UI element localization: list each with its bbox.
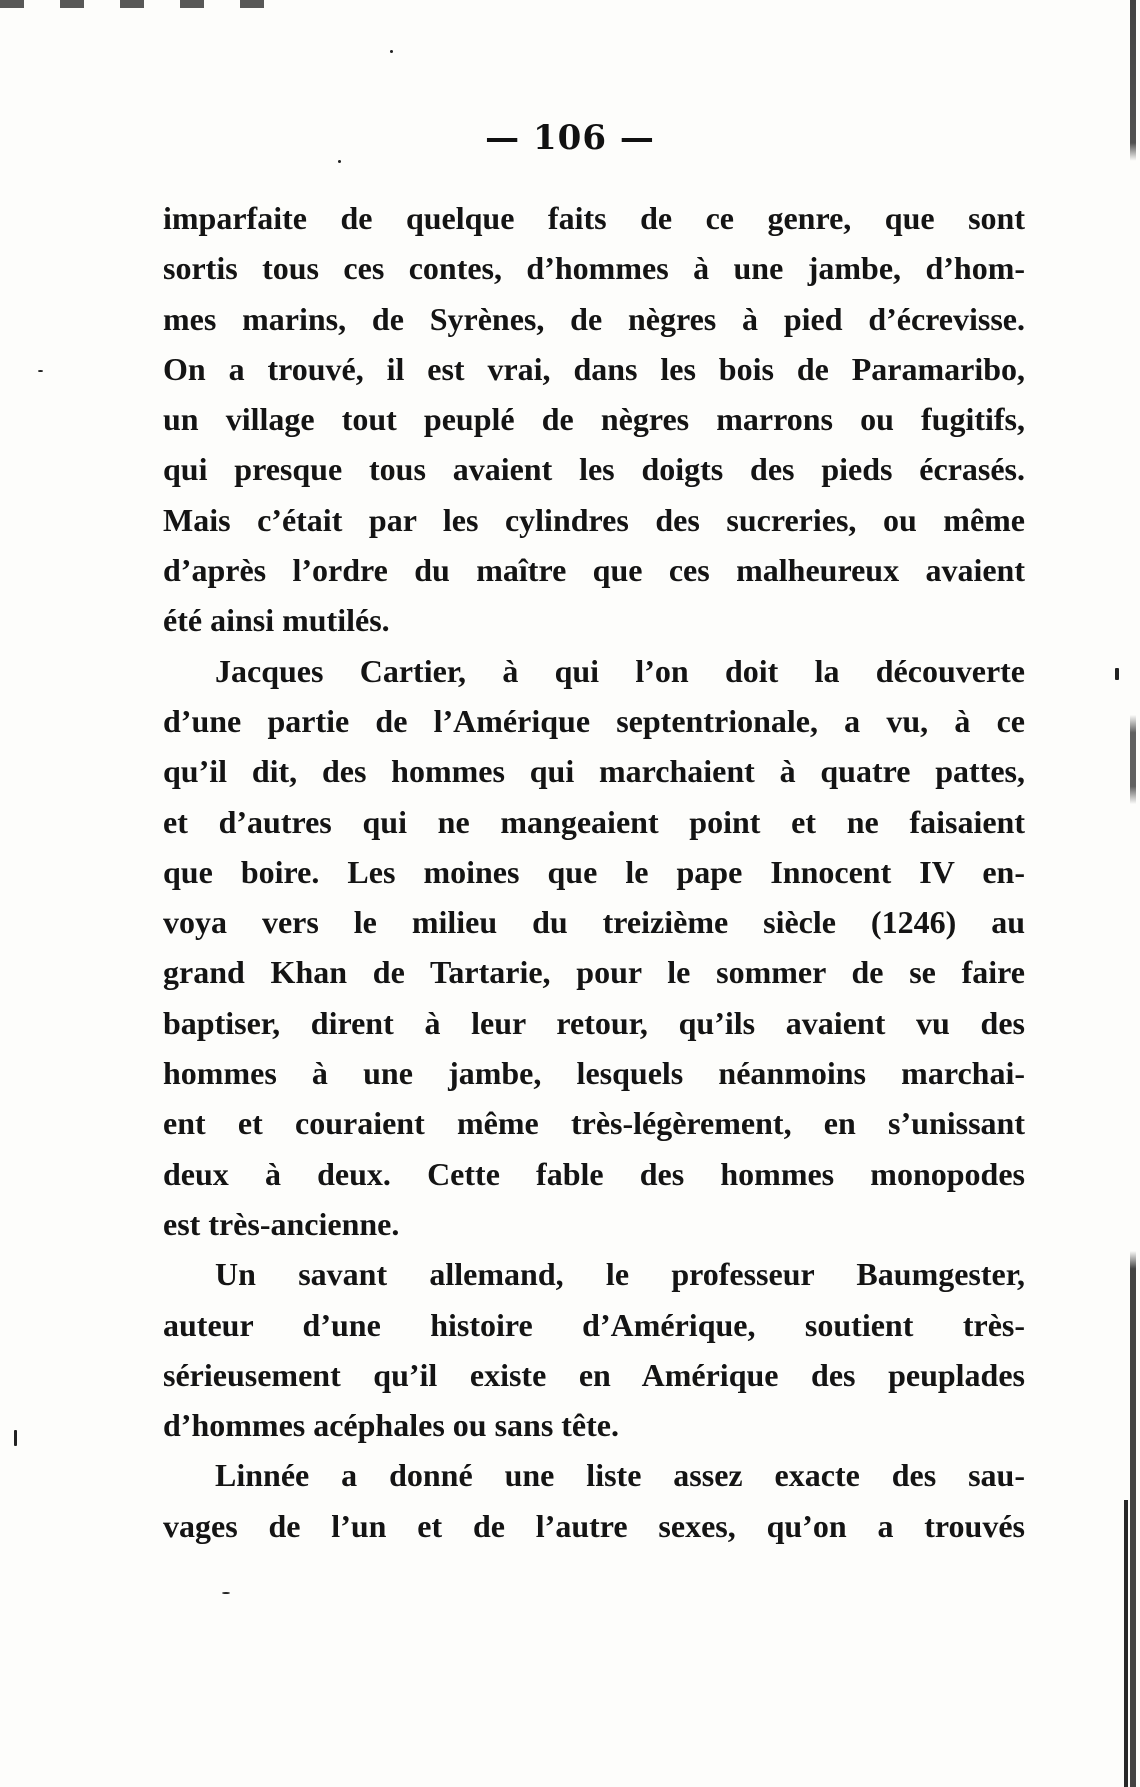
text-line: ent et couraient même très-légèrement, en s’unissant	[163, 1105, 1025, 1142]
text-line: d’après l’ordre du maître que ces malheureux avaient	[163, 552, 1025, 589]
scan-speck	[338, 160, 341, 163]
text-line: mes marins, de Syrènes, de nègres à pied d’écrevisse.	[163, 300, 1025, 337]
text-line: On a trouvé, il est vrai, dans les bois de Paramaribo,	[163, 350, 1025, 387]
text-line: et d’autres qui ne mangeaient point et ne faisaient	[163, 803, 1025, 840]
text-line: sérieusement qu’il existe en Amérique des peuplades	[163, 1356, 1025, 1393]
text-line: imparfaite de quelque faits de ce genre, que sont	[163, 200, 1025, 236]
text-line: Jacques Cartier, à qui l’on doit la découverte	[215, 652, 1025, 689]
scan-speck	[38, 370, 43, 372]
scan-artifact-right-edge-lower	[1124, 1500, 1128, 1787]
text-line: est très-ancienne.	[163, 1205, 400, 1242]
text-line: qu’il dit, des hommes qui marchaient à quatre pattes,	[163, 753, 1025, 790]
text-line: été ainsi mutilés.	[163, 602, 390, 639]
text-line: deux à deux. Cette fable des hommes monopodes	[163, 1155, 1025, 1192]
text-line: baptiser, dirent à leur retour, qu’ils avaient vu des	[163, 1004, 1025, 1041]
text-line: auteur d’une histoire d’Amérique, soutient très-	[163, 1306, 1025, 1343]
text-line: d’une partie de l’Amérique septentrionale, a vu, à ce	[163, 702, 1025, 739]
text-line: un village tout peuplé de nègres marrons ou fugitifs,	[163, 401, 1025, 438]
text-line: sortis tous ces contes, d’hommes à une jambe, d’hom-	[163, 250, 1025, 287]
text-line: que boire. Les moines que le pape Innocent IV en-	[163, 853, 1025, 890]
scan-speck	[14, 1430, 17, 1446]
scan-artifact-right-edge	[1130, 0, 1136, 1787]
text-line: hommes à une jambe, lesquels néanmoins marchai-	[163, 1055, 1025, 1092]
page-number: — 106 —	[485, 118, 655, 158]
text-line: Linnée a donné une liste assez exacte des sau-	[215, 1457, 1025, 1494]
body-text	[163, 193, 1025, 1551]
text-line: voya vers le milieu du treizième siècle (1246) au	[163, 904, 1025, 941]
scan-speck	[390, 50, 393, 53]
scan-speck	[1115, 668, 1119, 680]
scan-speck	[222, 1592, 230, 1594]
scan-artifact-top	[0, 0, 300, 8]
text-line: vages de l’un et de l’autre sexes, qu’on a trouvés	[163, 1507, 1025, 1544]
text-line: Un savant allemand, le professeur Baumgester,	[215, 1256, 1025, 1293]
text-line: Mais c’était par les cylindres des sucreries, ou même	[163, 501, 1025, 538]
text-line: grand Khan de Tartarie, pour le sommer de se faire	[163, 954, 1025, 991]
text-line: qui presque tous avaient les doigts des pieds écrasés.	[163, 451, 1025, 488]
text-line: d’hommes acéphales ou sans tête.	[163, 1407, 619, 1444]
